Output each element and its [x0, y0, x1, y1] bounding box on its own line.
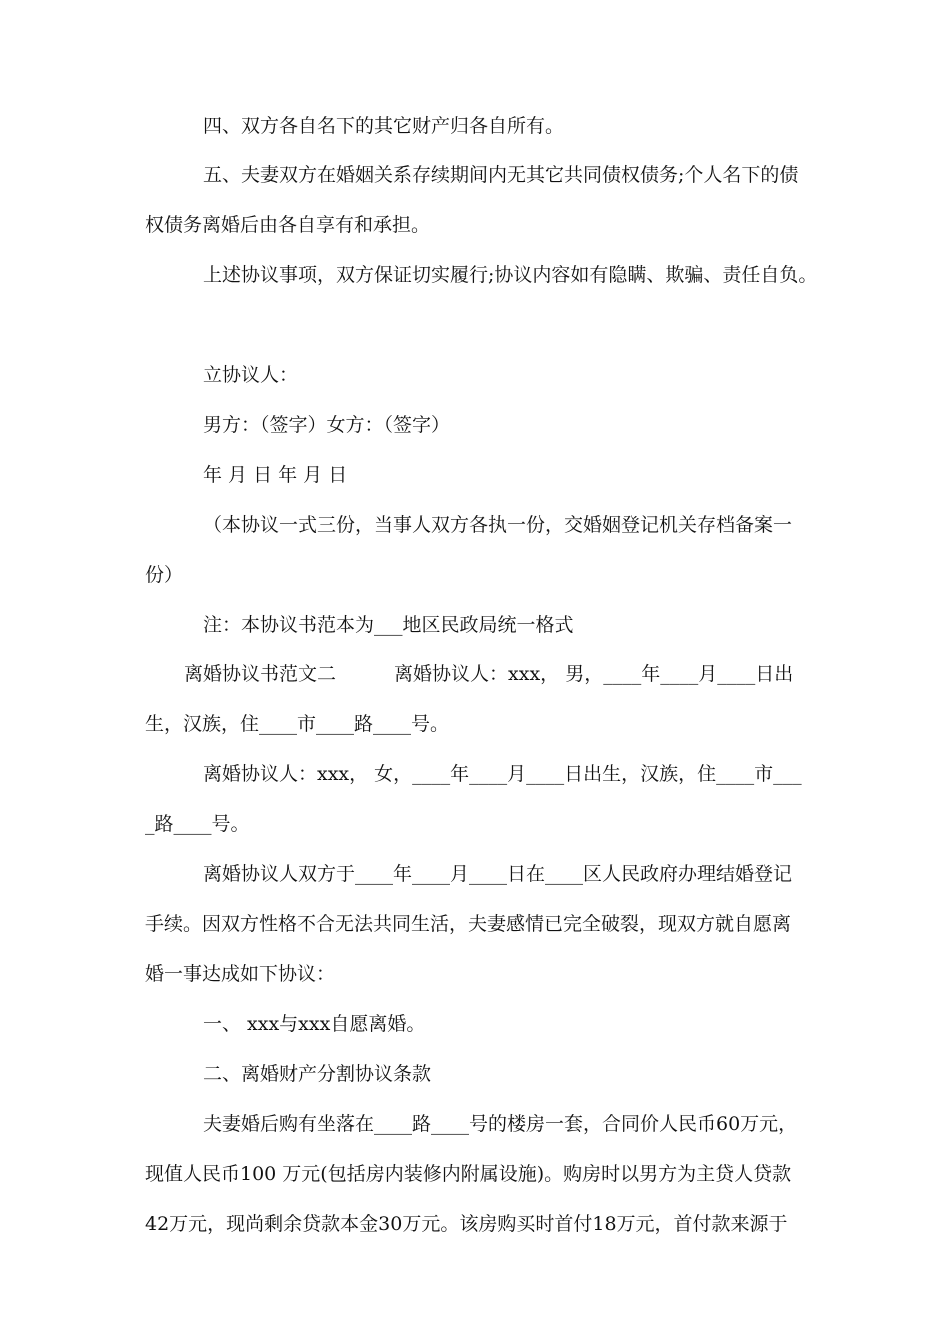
party-one-details: 生，汉族，住____市____路____号。 — [145, 713, 450, 735]
template-note: 注：本协议书范本为___地区民政局统一格式 — [203, 614, 574, 636]
signature-line: 男方：（签字）女方：（签字） — [203, 414, 451, 436]
marriage-registration-line1: 离婚协议人双方于____年____月____日在____区人民政府办理结婚登记 — [203, 863, 793, 885]
clause-five-line2: 权债务离婚后由各自享有和承担。 — [145, 214, 431, 236]
copies-note-line1: （本协议一式三份，当事人双方各执一份，交婚姻登记机关存档备案一 — [203, 514, 793, 536]
party-two-line1: 离婚协议人：xxx， 女，____年____月____日出生，汉族，住____市___ — [203, 763, 802, 785]
property-line2: 现值人民币100 万元(包括房内装修内附属设施)。购房时以男方为主贷人贷款 — [145, 1163, 792, 1185]
party-two-line2: _路____号。 — [145, 813, 250, 835]
marriage-registration-line3: 婚一事达成如下协议： — [145, 963, 336, 985]
clause-five-line1: 五、夫妻双方在婚姻关系存续期间内无其它共同债权债务;个人名下的债 — [203, 164, 799, 186]
section-heading-line — [184, 662, 854, 686]
marriage-registration-line2: 手续。因双方性格不合无法共同生活，夫妻感情已完全破裂，现双方就自愿离 — [145, 913, 792, 935]
property-line3: 42万元，现尚剩余贷款本金30万元。该房购买时首付18万元，首付款来源于 — [145, 1213, 788, 1235]
section-title: 离婚协议书范文二 — [184, 663, 337, 685]
clause-two-heading: 二、离婚财产分割协议条款 — [203, 1063, 432, 1085]
signatories-label: 立协议人： — [203, 364, 299, 386]
clause-one: 一、 xxx与xxx自愿离婚。 — [203, 1013, 426, 1035]
agreement-guarantee: 上述协议事项，双方保证切实履行;协议内容如有隐瞒、欺骗、责任自负。 — [203, 264, 818, 286]
clause-four: 四、双方各自名下的其它财产归各自所有。 — [203, 115, 565, 137]
party-one-intro: 离婚协议人：xxx， 男，____年____月____日出 — [394, 663, 794, 685]
property-line1: 夫妻婚后购有坐落在____路____号的楼房一套，合同价人民币60万元， — [203, 1113, 798, 1135]
copies-note-line2: 份） — [145, 564, 184, 586]
date-line: 年 月 日 年 月 日 — [203, 464, 348, 486]
